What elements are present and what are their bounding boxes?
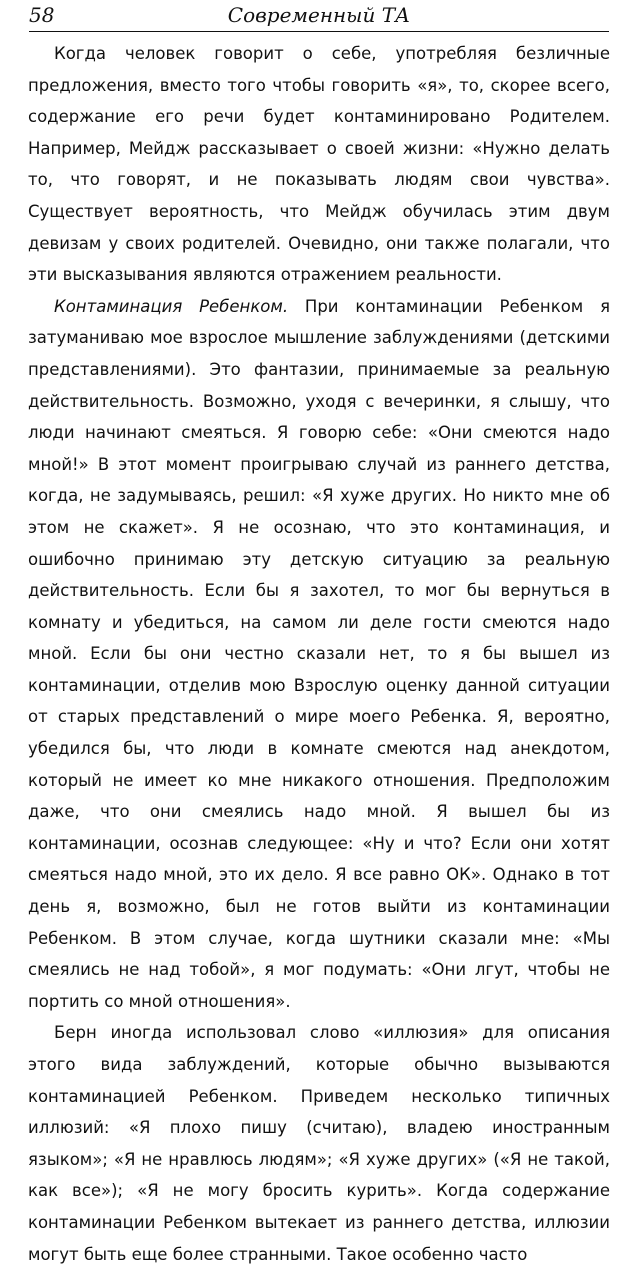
paragraph-1: [28, 38, 610, 291]
running-title: Современный ТА: [227, 3, 411, 27]
page-number: 58: [29, 3, 55, 27]
paragraph-2: [28, 291, 610, 1018]
paragraph-3: [28, 1017, 610, 1270]
header-rule: [29, 31, 609, 32]
paragraph-2-text: При контаминации Ребенком я затуманиваю мое взрослое мышление заблуждениями (детскими представлениями). Это фантазии, принимаемые за реальную действительность. Возможно, уходя с вечеринки, я слышу, что люди начинают смеяться. Я говорю себе: «Они смеются надо мной!» В этот момент проигрываю случай из раннего детства, когда, не задумываясь, решил: «Я хуже других. Но никто мне об этом не скажет». Я не осознаю, что это контаминация, и ошибочно принимаю эту детскую ситуацию за реальную действительность. Если бы я захотел, то мог бы вернуться в комнату и убедиться, на самом ли деле гости смеются надо мной. Если бы они честно сказали нет, то я бы вышел из контаминации, отделив мою Взрослую оценку данной ситуации от старых представлений о мире моего Ребенка. Я, вероятно, убедился бы, что люди в комнате смеются над анекдотом, который не имеет ко мне никакого отношения. Предположим даже, что они смеялись надо мной. Я вышел бы из контаминации, осознав следующее: «Ну и что? Если они хотят смеяться надо мной, это их дело. Я все равно ОК». Однако в тот день я, возможно, был не готов выйти из контаминации Ребенком. В этом случае, когда шутники сказали мне: «Мы смеялись не над тобой», я мог подумать: «Они лгут, чтобы не портить со мной отношения».: [28, 296, 610, 1011]
paragraph-2-lead: Контаминация Ребенком.: [54, 296, 289, 316]
paragraph-1-text: Когда человек говорит о себе, употребляя безличные предложения, вместо того чтобы говорить «я», то, скорее всего, содержание его речи будет контаминировано Родителем. Например, Мейдж рассказывает о своей жизни: «Нужно делать то, что говорят, и не показывать людям свои чувства». Существует вероятность, что Мейдж обучилась этим двум девизам у своих родителей. Очевидно, они также полагали, что эти высказывания являются отражением реальности.: [28, 44, 610, 285]
page-header: [29, 0, 609, 32]
body-text: [28, 38, 610, 1270]
paragraph-3-text: Берн иногда использовал слово «иллюзия» для описания этого вида заблуждений, которые обычно вызываются контаминацией Ребенком. Приведем несколько типичных иллюзий: «Я плохо пишу (считаю), владею иностранным языком»; «Я не нравлюсь людям»; «Я хуже других» («Я не такой, как все»); «Я не могу бросить курить». Когда содержание контаминации Ребенком вытекает из раннего детства, иллюзии могут быть еще более странными. Такое особенно часто: [28, 1023, 610, 1264]
